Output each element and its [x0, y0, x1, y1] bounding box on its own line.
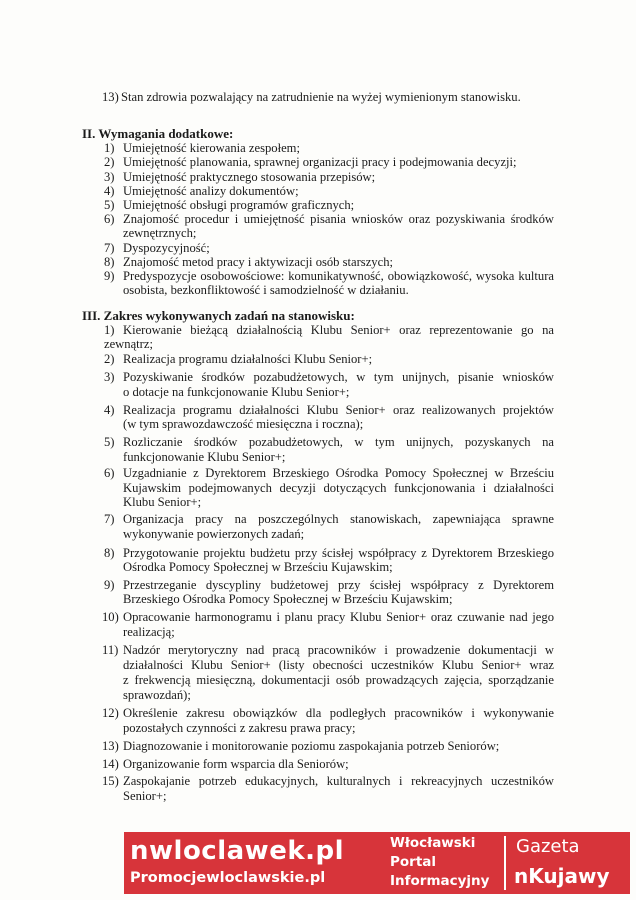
list-item-number: 2)	[104, 155, 115, 169]
list-item-number: 4)	[104, 403, 115, 417]
list-item: Organizacja pracy na poszczególnych stanowiskach, zapewniająca sprawne	[123, 512, 554, 526]
list-item-continuation: z frekwencją miesięczną, dokumentacji osób prowadzących zajęcia, sporządzanie	[123, 673, 554, 687]
banner-promo-text: Promocjewloclawskie.pl	[130, 870, 326, 886]
list-item-number: 11)	[102, 643, 119, 657]
banner-portal-line2: Portal	[390, 854, 437, 870]
list-item-number: 14)	[102, 757, 119, 771]
banner-brand-logo: nwloclawek.pl	[130, 836, 345, 866]
list-item-number: 6)	[104, 212, 115, 226]
list-item-number: 15)	[102, 774, 119, 788]
banner-gazeta	[510, 832, 630, 894]
list-item-number: 3)	[104, 370, 115, 384]
list-item-continuation: wykonywanie powierzonych zadań;	[123, 527, 305, 541]
list-item-continuation: pozostałych czynności z zakresu prawa pracy;	[123, 721, 356, 735]
list-item-continuation: (w tym sprawozdawczość miesięczna i roczna);	[123, 417, 364, 431]
banner-portal-line1: Włocławski	[390, 835, 476, 851]
list-item: Predyspozycje osobowościowe: komunikatywność, obowiązkowość, wysoka kultura	[123, 269, 554, 283]
list-item-number: 2)	[104, 352, 115, 366]
banner-left	[124, 832, 382, 894]
list-item-continuation: Klubu Senior+;	[123, 495, 202, 509]
list-item-number: 5)	[104, 435, 115, 449]
list-item: Diagnozowanie i monitorowanie poziomu zaspokajania potrzeb Seniorów;	[123, 739, 500, 753]
item-13-number: 13)	[102, 90, 119, 104]
banner-nkujawy-logo: nKujawy	[514, 864, 610, 888]
list-item: Umiejętność analizy dokumentów;	[123, 184, 299, 198]
list-item-continuation: działalności Klubu Senior+ (listy obecności uczestników Klubu Senior+ wraz	[123, 658, 554, 672]
list-item: Określenie zakresu obowiązków dla podległych pracowników i wykonywanie	[123, 706, 554, 720]
list-item-number: 13)	[102, 739, 119, 753]
list-item: Organizowanie form wsparcia dla Seniorów;	[123, 757, 349, 771]
list-item: Przestrzeganie dyscypliny budżetowej przy ścisłej współpracy z Dyrektorem	[123, 578, 554, 592]
list-item-number: 6)	[104, 466, 115, 480]
list-item-continuation: o dotacje na funkcjonowanie Klubu Senior+;	[123, 385, 350, 399]
list-item-continuation: zewnątrz;	[104, 337, 153, 351]
list-item-continuation: realizacją;	[123, 625, 175, 639]
list-item: Rozliczanie środków pozabudżetowych, w tym unijnych, pozyskanych na	[123, 435, 554, 449]
section-3-heading: III. Zakres wykonywanych zadań na stanowisku:	[82, 308, 355, 323]
list-item-number: 5)	[104, 198, 115, 212]
list-item-number: 8)	[104, 255, 115, 269]
list-item-number: 4)	[104, 184, 115, 198]
list-item-number: 8)	[104, 546, 115, 560]
banner-portal	[386, 832, 506, 894]
list-item: Umiejętność kierowania zespołem;	[123, 141, 300, 155]
list-item: Umiejętność obsługi programów graficznych;	[123, 198, 355, 212]
list-item-number: 12)	[102, 706, 119, 720]
list-item: Zaspokajanie potrzeb edukacyjnych, kulturalnych i rekreacyjnych uczestników	[123, 774, 554, 788]
list-item-number: 10)	[102, 610, 119, 624]
banner-portal-line3: Informacyjny	[390, 873, 490, 889]
list-item: Realizacja programu działalności Klubu Senior+;	[123, 352, 373, 366]
list-item-number: 1)	[104, 323, 115, 337]
list-item: Dyspozycyjność;	[123, 241, 210, 255]
list-item-number: 9)	[104, 269, 115, 283]
banner-gazeta-label: Gazeta	[516, 836, 580, 857]
section-2-heading: II. Wymagania dodatkowe:	[82, 126, 234, 141]
list-item-number: 9)	[104, 578, 115, 592]
list-item-number: 1)	[104, 141, 115, 155]
list-item: Umiejętność planowania, sprawnej organizacji pracy i podejmowania decyzji;	[123, 155, 517, 169]
list-item: Nadzór merytoryczny nad pracą pracowników i prowadzenie dokumentacji w	[123, 643, 554, 657]
list-item-continuation: zewnętrznych;	[123, 226, 197, 240]
banner-divider	[504, 836, 506, 890]
list-item-continuation: Kujawskim podejmowanych decyzji dotyczących funkcjonowania i działalności	[123, 481, 554, 495]
list-item-continuation: osobista, bezkonfliktowość i samodzielność w działaniu.	[123, 283, 409, 297]
watermark-banner	[124, 832, 630, 894]
list-item: Realizacja programu działalności Klubu Senior+ oraz realizowanych projektów	[123, 403, 554, 417]
list-item: Opracowanie harmonogramu i planu pracy Klubu Senior+ oraz czuwanie nad jego	[123, 610, 554, 624]
list-item-number: 7)	[104, 241, 115, 255]
list-item: Uzgadnianie z Dyrektorem Brzeskiego Ośrodka Pomocy Społecznej w Brześciu	[123, 466, 554, 480]
list-item-continuation: Brzeskiego Ośrodka Pomocy Społecznej w Brześciu Kujawskim;	[123, 592, 453, 606]
list-item-number: 3)	[104, 170, 115, 184]
list-item-number: 7)	[104, 512, 115, 526]
list-item-continuation: sprawozdań);	[123, 688, 191, 702]
list-item: Przygotowanie projektu budżetu przy ścisłej współpracy z Dyrektorem Brzeskiego	[123, 546, 554, 560]
list-item: Umiejętność praktycznego stosowania przepisów;	[123, 170, 376, 184]
list-item: Pozyskiwanie środków pozabudżetowych, w tym unijnych, pisanie wniosków	[123, 370, 554, 384]
list-item: Znajomość metod pracy i aktywizacji osób starszych;	[123, 255, 393, 269]
list-item-continuation: funkcjonowanie Klubu Senior+;	[123, 450, 286, 464]
list-item: Znajomość procedur i umiejętność pisania wniosków oraz pozyskiwania środków	[123, 212, 554, 226]
list-item-continuation: Ośrodka Pomocy Społecznej w Brześciu Kujawskim;	[123, 560, 393, 574]
list-item-continuation: Senior+;	[123, 789, 167, 803]
list-item: Kierowanie bieżącą działalnością Klubu Senior+ oraz reprezentowanie go na	[123, 323, 554, 337]
item-13-text: Stan zdrowia pozwalający na zatrudnienie na wyżej wymienionym stanowisku.	[121, 90, 521, 104]
